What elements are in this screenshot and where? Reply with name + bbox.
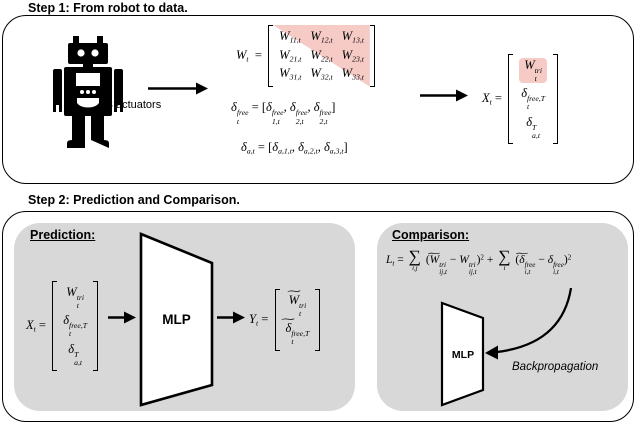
math-token <box>514 248 536 277</box>
math-token <box>280 315 297 336</box>
math-token <box>526 114 540 140</box>
math-token <box>268 25 375 87</box>
math-token: δ <box>231 100 237 115</box>
math-token: 11,t <box>289 35 301 45</box>
math-token: 2 <box>567 253 572 262</box>
step2-title: Step 2: Prediction and Comparison. <box>28 193 240 207</box>
math-token <box>489 90 509 107</box>
math-token <box>477 254 484 266</box>
math-token: = <box>35 317 53 332</box>
arrow-right-icon <box>419 88 469 103</box>
math-token <box>310 48 332 65</box>
math-token: δ <box>298 139 304 154</box>
math-token <box>266 100 284 126</box>
math-token: δ <box>519 254 525 267</box>
math-token: X <box>482 90 490 105</box>
math-token: t <box>76 301 79 311</box>
eq-delta-free <box>231 100 335 126</box>
math-token: , <box>283 100 290 115</box>
math-token <box>484 254 496 266</box>
math-token: ij,t <box>468 268 477 277</box>
math-token <box>289 100 308 126</box>
math-token: t <box>236 116 239 126</box>
math-token <box>439 262 447 277</box>
math-token <box>291 330 309 346</box>
mlp-label: MLP <box>451 348 475 361</box>
eq-input-vector-prediction <box>26 281 98 371</box>
math-token <box>255 311 275 328</box>
math-token: 1,t <box>271 116 280 126</box>
math-token <box>273 25 370 87</box>
math-token: ) <box>476 254 481 267</box>
math-token: 21,t <box>289 54 302 64</box>
math-token: , <box>291 139 299 154</box>
math-token <box>279 29 301 46</box>
math-token <box>386 249 571 277</box>
math-token <box>525 262 536 277</box>
math-token <box>280 315 310 347</box>
math-token <box>344 140 348 154</box>
math-token <box>279 66 301 83</box>
math-token: t <box>392 259 395 268</box>
math-token: X <box>26 317 34 332</box>
math-token <box>459 254 477 277</box>
math-token <box>310 29 332 46</box>
math-token <box>63 313 87 338</box>
math-token: ∼ <box>426 248 443 258</box>
math-token <box>236 48 249 62</box>
actuators-label: 3 actuators <box>106 99 162 111</box>
math-token <box>68 341 83 367</box>
math-token <box>310 29 332 46</box>
math-token: 13,t <box>352 35 364 45</box>
math-token <box>521 86 546 112</box>
math-token <box>241 140 348 157</box>
math-token <box>527 95 545 111</box>
math-token <box>426 248 447 277</box>
math-token <box>342 66 364 83</box>
math-token <box>280 286 316 351</box>
math-token <box>469 262 477 277</box>
robot-icon <box>53 36 123 148</box>
math-token: t <box>534 74 537 84</box>
math-token <box>279 48 301 62</box>
math-token <box>310 29 332 43</box>
math-token: tri <box>439 260 446 269</box>
math-token <box>285 286 303 307</box>
math-token <box>236 48 268 65</box>
math-token: free,T <box>291 329 310 339</box>
math-token: ∑ <box>408 247 421 266</box>
math-token: a,t <box>532 130 540 140</box>
math-token: free <box>271 108 284 118</box>
prediction-heading: Prediction: <box>30 228 96 242</box>
comparison-heading: Comparison: <box>392 228 470 242</box>
math-token <box>310 66 332 83</box>
math-token <box>231 100 249 126</box>
math-token <box>280 315 310 347</box>
math-token: , <box>317 139 324 154</box>
math-token <box>524 58 542 83</box>
math-token: W <box>310 66 321 81</box>
math-token <box>320 109 332 125</box>
math-token: δ <box>323 139 330 154</box>
math-token: = [ <box>254 139 273 154</box>
math-token <box>532 124 540 140</box>
math-token: δ <box>521 86 527 101</box>
math-token: t <box>69 329 72 339</box>
math-token: δ <box>285 321 292 336</box>
math-token <box>279 66 301 83</box>
math-token <box>241 140 255 154</box>
math-token: δ <box>68 341 75 356</box>
math-token <box>68 342 82 367</box>
math-token <box>237 109 249 125</box>
math-token: 22,t <box>320 54 333 64</box>
math-token <box>342 48 364 62</box>
math-token <box>66 285 85 311</box>
math-token: a,t <box>246 146 255 156</box>
math-token <box>69 322 87 338</box>
math-token <box>255 140 272 154</box>
math-token: 2,t <box>319 116 328 126</box>
math-token: W <box>341 66 353 81</box>
eq-output-vector <box>249 286 320 351</box>
math-token <box>342 29 364 46</box>
math-token: a,1,t <box>278 146 292 156</box>
math-token <box>342 66 364 83</box>
math-token <box>310 66 332 83</box>
math-token: i <box>503 264 506 272</box>
math-token <box>394 254 406 266</box>
math-token: T <box>74 349 79 359</box>
math-token: t <box>299 309 302 319</box>
math-token: t <box>246 54 249 64</box>
math-token: Y <box>249 311 256 326</box>
math-token <box>342 48 364 65</box>
math-token: i,j <box>412 264 418 272</box>
math-token: ij,t <box>439 268 447 277</box>
math-token <box>535 254 547 266</box>
math-token <box>521 86 545 111</box>
math-token <box>310 66 332 80</box>
math-token <box>77 294 84 310</box>
math-token <box>342 66 364 80</box>
math-token: W <box>279 29 290 43</box>
math-token: ( <box>512 254 520 267</box>
math-token <box>74 351 82 367</box>
math-token <box>33 317 53 334</box>
math-token <box>370 25 375 87</box>
mlp-label-wrap <box>440 301 486 408</box>
math-token <box>482 91 508 108</box>
math-token: δ <box>63 313 70 328</box>
math-token: W <box>66 285 77 299</box>
math-token: ∼ <box>285 286 303 297</box>
math-token: tri <box>468 260 476 269</box>
math-token <box>508 54 558 144</box>
math-token <box>553 54 558 144</box>
math-token <box>298 140 318 154</box>
math-token: − <box>535 254 548 267</box>
math-token <box>513 54 553 144</box>
math-token: ) <box>563 254 568 267</box>
math-token: W <box>341 29 353 43</box>
math-token <box>447 254 459 266</box>
math-token: ∼ <box>280 315 297 325</box>
math-token <box>498 249 510 272</box>
math-token: = [ <box>248 100 267 115</box>
math-token: free,T <box>69 321 88 331</box>
math-token <box>526 115 540 140</box>
math-token: = <box>248 47 269 62</box>
math-token <box>52 281 98 371</box>
math-token <box>249 312 275 329</box>
math-token <box>279 66 301 80</box>
step1-title: Step 1: From robot to data. <box>28 1 188 15</box>
math-token: 31,t <box>289 72 302 82</box>
math-token <box>249 100 266 114</box>
math-token <box>57 281 93 371</box>
math-token <box>482 91 492 105</box>
math-token: − <box>447 254 460 267</box>
math-token: 32,t <box>320 72 333 82</box>
math-token: t <box>255 318 259 328</box>
math-token <box>272 140 292 154</box>
math-token: W <box>279 66 290 81</box>
math-token <box>231 100 335 125</box>
math-token: W <box>341 47 353 62</box>
math-token: tri <box>534 66 542 76</box>
math-token: W <box>310 29 321 43</box>
mlp-label-wrap <box>139 232 214 407</box>
math-token <box>249 48 269 62</box>
math-token: δ <box>313 100 320 115</box>
math-token <box>280 315 310 347</box>
math-token: = <box>491 90 509 105</box>
math-token <box>272 109 284 125</box>
math-token <box>409 249 421 272</box>
mlp-label: MLP <box>162 312 191 327</box>
math-token <box>514 248 530 267</box>
arrow-right-icon <box>147 81 209 96</box>
math-token <box>66 285 84 310</box>
math-token: W <box>279 47 290 62</box>
eq-weight-matrix <box>236 25 375 87</box>
math-token: t <box>33 324 36 334</box>
math-token: free <box>524 260 536 269</box>
math-token <box>63 313 88 339</box>
math-token: W <box>524 58 535 72</box>
math-token <box>564 254 571 266</box>
math-token <box>547 254 564 277</box>
backprop-arrow-icon <box>483 284 578 360</box>
math-token: = <box>394 254 407 267</box>
math-token <box>275 286 321 351</box>
math-token <box>279 29 301 46</box>
math-token: 23,t <box>352 54 364 64</box>
math-token: ] <box>343 139 348 154</box>
math-token: ( <box>422 254 430 267</box>
math-token <box>26 318 52 335</box>
eq-loss <box>386 249 571 277</box>
math-token <box>279 48 301 65</box>
math-token: t <box>489 97 492 107</box>
math-token: 2,t <box>295 116 304 126</box>
math-token <box>310 48 332 62</box>
math-token: δ <box>272 139 279 154</box>
math-token <box>426 248 443 267</box>
math-token: 12,t <box>320 35 333 45</box>
math-token <box>342 29 364 43</box>
math-token <box>342 29 364 46</box>
arrow-right-icon <box>107 310 137 325</box>
math-token: free <box>295 108 308 118</box>
arrow-right-icon <box>216 310 246 325</box>
math-token <box>66 285 84 310</box>
math-token <box>324 140 344 154</box>
math-token: W <box>459 254 469 267</box>
math-token: = <box>258 311 275 326</box>
eq-input-vector <box>482 54 558 144</box>
eq-delta-actuator <box>241 138 348 158</box>
math-token: free <box>236 108 249 118</box>
math-token <box>521 86 545 111</box>
math-token <box>331 100 335 114</box>
math-token: δ <box>547 254 554 267</box>
math-token: 2 <box>480 253 484 262</box>
math-token: W <box>288 293 299 307</box>
math-token <box>63 313 87 338</box>
math-token: L <box>386 254 393 267</box>
math-token <box>313 100 332 126</box>
math-token: free <box>553 260 564 269</box>
math-token: tri <box>76 293 85 303</box>
math-token <box>285 286 307 319</box>
math-token: free,T <box>527 94 546 104</box>
math-token <box>342 48 364 65</box>
math-token <box>535 67 542 83</box>
math-token: 33,t <box>352 72 364 82</box>
math-token <box>249 312 258 326</box>
backpropagation-label: Backpropagation <box>512 361 599 373</box>
math-token <box>68 342 82 367</box>
math-token <box>553 262 564 277</box>
math-token: a,3,t <box>329 146 344 156</box>
math-token <box>526 115 540 140</box>
math-token: δ <box>289 100 296 115</box>
math-token: free <box>319 108 332 118</box>
math-token: a,2,t <box>303 146 318 156</box>
math-token <box>93 281 98 371</box>
math-token: δ <box>241 139 247 154</box>
math-token: t <box>291 337 294 347</box>
math-token <box>279 29 301 43</box>
math-token: i,t <box>524 268 531 277</box>
math-token: W <box>310 47 321 62</box>
math-token: ∼ <box>514 248 530 258</box>
math-token: tri <box>299 301 307 311</box>
math-token <box>315 289 320 351</box>
math-token: δ <box>526 114 533 129</box>
math-token: t <box>527 102 530 112</box>
math-token <box>310 48 332 65</box>
math-token <box>299 302 306 318</box>
math-token <box>524 58 542 84</box>
math-token: a,t <box>74 357 83 367</box>
math-token: W <box>429 254 440 267</box>
math-token: W <box>236 47 247 62</box>
math-token: i,t <box>553 268 559 277</box>
math-token: ∑ <box>498 247 511 266</box>
math-token <box>519 58 547 83</box>
math-token: + <box>483 254 497 267</box>
math-token: ] <box>331 100 336 115</box>
math-token: , <box>307 100 314 115</box>
math-token: T <box>532 122 537 132</box>
math-token <box>26 318 36 332</box>
math-token <box>296 109 308 125</box>
math-token: δ <box>266 100 272 115</box>
math-token <box>279 48 301 65</box>
